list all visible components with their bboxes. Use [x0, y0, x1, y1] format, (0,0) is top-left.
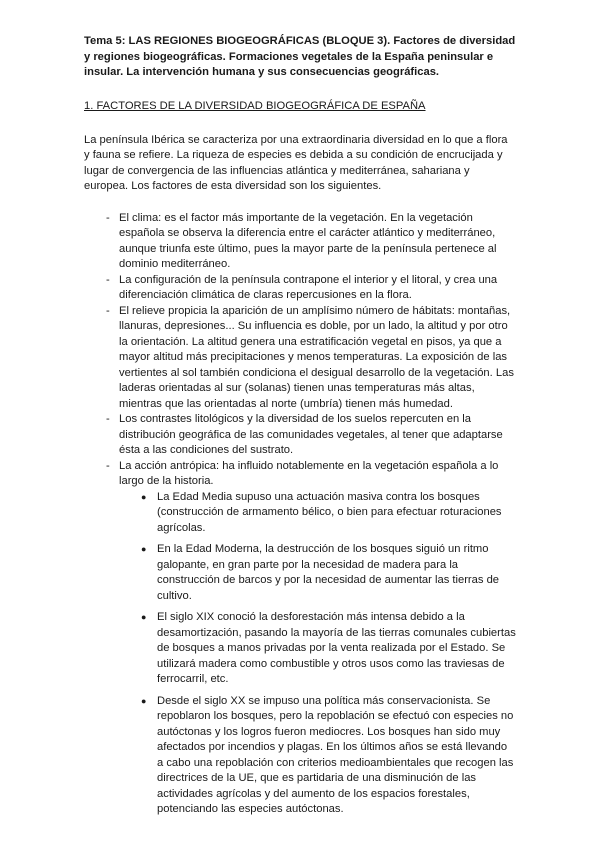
history-list — [119, 490, 516, 818]
factor-item — [84, 459, 516, 818]
document-title: Tema 5: LAS REGIONES BIOGEOGRÁFICAS (BLOQUE 3). Factores de diversidad y regiones biogeográficas. Formaciones vegetales de la España peninsular e insular. La intervención humana y sus consecuencias geográficas. — [84, 35, 516, 78]
history-item: ● En la Edad Moderna, la destrucción de los bosques siguió un ritmo galopante, en gran parte por la necesidad de madera para la construcción de barcos y por la necesidad de aumentar las tierras de cultivo. — [119, 542, 516, 604]
section-heading: 1. FACTORES DE LA DIVERSIDAD BIOGEOGRÁFICA DE ESPAÑA — [84, 99, 426, 112]
history-item: ● El siglo XIX conoció la desforestación más intensa debido a la desamortización, pasando la mayoría de las tierras comunales cubiertas de bosques a manos privadas por la venta realizada por el Estado. Se utilizará madera como combustible y otros usos como las traviesas de ferrocarril, etc. — [119, 610, 516, 688]
factor-text: La acción antrópica: ha influido notablemente en la vegetación española a lo largo de la historia. — [119, 459, 499, 487]
history-item: ● Desde el siglo XX se impuso una política más conservacionista. Se repoblaron los bosques, pero la repoblación se efectuó con especies no autóctonas y los logros fueron mediocres. Los bosques han sido muy afectados por incendios y plagas. En los últimos años se está llevando a cabo una repoblación con criterios medioambientales que recogen las directrices de la UE, que es partidaria de una disminución de las actividades agrícolas y del aumento de los espacios forestales, potenciando las especies autóctonas. — [119, 694, 516, 818]
factors-list — [84, 211, 516, 818]
document-page — [84, 34, 516, 824]
factor-item: - El clima: es el factor más importante de la vegetación. En la vegetación española se observa la diferencia entre el carácter atlántico y mediterráneo, aunque triunfa este último, pues la mayor parte de la península pertenece al dominio mediterráneo. — [84, 211, 516, 273]
intro-paragraph: La península Ibérica se caracteriza por una extraordinaria diversidad en lo que a flora y fauna se refiere. La riqueza de especies es debida a su condición de encrucijada y lugar de convergencia de las influencias atlántica y mediterránea, sahariana y europea. Los factores de esta diversidad son los siguientes. — [84, 133, 508, 192]
factor-item: - El relieve propicia la aparición de un amplísimo número de hábitats: montañas, llanuras, depresiones... Su influencia es doble, por un lado, la altitud y por otro la orientación. La altitud genera una estratificación vegetal en pisos, ya que a mayor altitud más precipitaciones y menos temperaturas. La exposición de las vertientes al sol también condiciona el desigual desarrollo de la vegetación. Las laderas orientadas al sur (solanas) tienen unas temperaturas más altas, mientras que las orientadas al norte (umbría) tienen más humedad. — [84, 304, 516, 413]
factor-item: - La configuración de la península contrapone el interior y el litoral, y crea una diferenciación climática de claras repercusiones en la flora. — [84, 273, 516, 304]
factor-item: - Los contrastes litológicos y la diversidad de los suelos repercuten en la distribución geográfica de las comunidades vegetales, al tener que adaptarse ésta a las condiciones del sustrato. — [84, 412, 516, 459]
history-item: ● La Edad Media supuso una actuación masiva contra los bosques (construcción de armamento bélico, o bien para efectuar roturaciones agrícolas. — [119, 490, 516, 537]
